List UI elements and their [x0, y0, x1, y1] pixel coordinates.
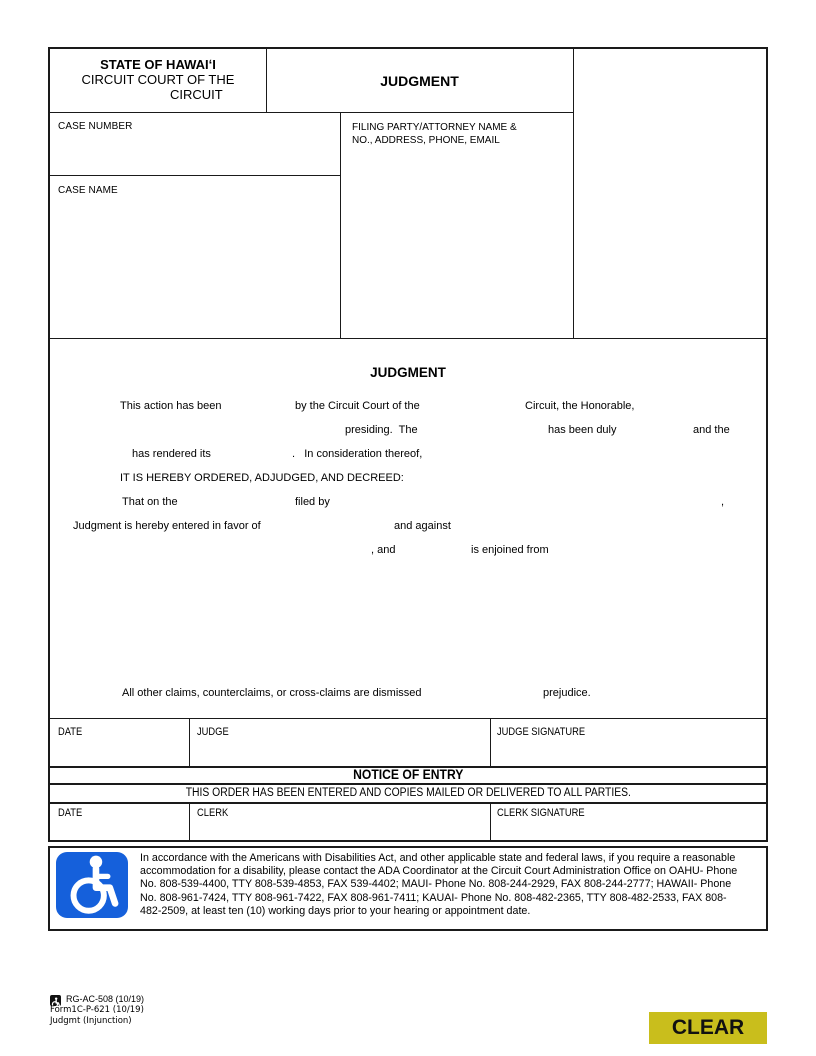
fill-in-blank[interactable]	[443, 687, 539, 701]
fill-in-blank[interactable]	[644, 400, 762, 414]
judgment-text: This action has been	[120, 400, 222, 412]
judgment-text: , and	[371, 544, 396, 556]
notice-of-entry-title: NOTICE OF ENTRY	[352, 767, 464, 782]
judgment-text-line	[50, 496, 766, 511]
divider	[50, 175, 340, 176]
court-header	[50, 57, 266, 102]
divider	[50, 112, 573, 113]
judgment-text-line	[50, 520, 766, 535]
judgment-text: ,	[721, 496, 725, 508]
judgment-text-line	[50, 472, 766, 487]
divider	[490, 718, 491, 767]
judge-signature-field[interactable]	[492, 740, 764, 765]
fill-in-blank[interactable]	[620, 424, 689, 438]
judgment-text: All other claims, counterclaims, or cross-claims are dismissed	[122, 687, 422, 699]
divider	[490, 804, 491, 840]
fill-in-blank[interactable]	[184, 496, 291, 510]
court-name-line: CIRCUIT COURT OF THE	[81, 72, 235, 87]
court-circuit-word: CIRCUIT	[170, 87, 223, 102]
judgment-text-line	[50, 448, 766, 463]
notice-of-entry-statement: THIS ORDER HAS BEEN ENTERED AND COPIES MAILED OR DELIVERED TO ALL PARTIES.	[185, 787, 631, 799]
judgment-text-line	[50, 424, 766, 439]
court-state-title: STATE OF HAWAIʻI	[100, 57, 216, 72]
judgment-text: . In consideration thereof,	[292, 448, 423, 460]
case-name-label: CASE NAME	[58, 185, 118, 196]
fill-in-blank[interactable]	[70, 544, 367, 558]
judge-signature-label: JUDGE SIGNATURE	[497, 726, 586, 738]
clerk-signature-label: CLERK SIGNATURE	[497, 807, 585, 819]
fill-in-blank[interactable]	[401, 544, 467, 558]
clear-button[interactable]: CLEAR	[649, 1012, 767, 1044]
divider	[50, 802, 766, 804]
fill-in-blank[interactable]	[455, 520, 760, 534]
judgment-text: is enjoined from	[471, 544, 549, 556]
case-name-field[interactable]	[52, 199, 338, 335]
divider	[573, 49, 574, 338]
footer-form-number: Form1C-P-621 (10/19)	[50, 1005, 144, 1015]
clerk-date-label: DATE	[58, 807, 83, 819]
form-table	[48, 47, 768, 842]
divider	[50, 338, 766, 339]
divider	[189, 718, 190, 767]
judgment-text: Judgment is hereby entered in favor of	[73, 520, 261, 532]
clerk-label: CLERK	[197, 807, 229, 819]
ada-notice-text: In accordance with the Americans with Disabilities Act, and other applicable state and federal laws, if you require a reasonable accommodation for a disability, please contact the ADA Coordinator at the Circuit Court Administration Office on OAHU- Phone No. 808-539-4400, TTY 808-539-4853, FAX 539-4402; MAUI- Phone No. 808-244-2929, FAX 808-244-2777; HAWAII- Phone No. 808-961-7424, TTY 808-961-7422, FAX 808-961-7411; KAUAI- Phone No. 808-482-2365, TTY 808-482-2533, FAX 808-482-2509, at least ten (10) working days prior to your hearing or appointment date.	[140, 852, 738, 917]
wheelchair-accessibility-icon	[56, 852, 128, 918]
judge-date-label: DATE	[58, 726, 83, 738]
fill-in-blank[interactable]	[70, 424, 341, 438]
fill-in-blank[interactable]	[269, 520, 390, 534]
filing-party-label: FILING PARTY/ATTORNEY NAME & NO., ADDRESS, PHONE, EMAIL	[352, 122, 517, 146]
clerk-signature-field[interactable]	[492, 821, 764, 839]
ada-notice-box	[48, 846, 768, 931]
form-title: JUDGMENT	[380, 73, 459, 89]
divider	[50, 718, 766, 719]
fill-in-blank[interactable]	[228, 400, 292, 414]
judgment-section-title: JUDGMENT	[370, 365, 446, 380]
judgment-text: That on the	[122, 496, 178, 508]
judgment-text: Circuit, the Honorable,	[525, 400, 635, 412]
footer-form-name: Judgmt (Injunction)	[50, 1016, 132, 1026]
judgment-text: has been duly	[548, 424, 617, 436]
judgment-text-line	[50, 400, 766, 415]
fill-in-blank[interactable]	[431, 400, 521, 414]
fill-in-blank-circuit[interactable]	[150, 91, 210, 105]
divider	[189, 804, 190, 840]
judgment-text-line	[50, 544, 766, 559]
divider	[340, 112, 341, 338]
footer-doc-number: RG-AC-508 (10/19)	[66, 994, 145, 1004]
judgment-text-line	[50, 687, 766, 702]
judgment-text: presiding. The	[345, 424, 418, 436]
court-stamp-box	[575, 51, 764, 336]
fill-in-blank[interactable]	[339, 496, 717, 510]
judgment-decree-text: IT IS HEREBY ORDERED, ADJUDGED, AND DECREED:	[120, 472, 404, 484]
judgment-text: has rendered its	[132, 448, 211, 460]
fill-in-blank-area[interactable]	[70, 564, 746, 679]
case-number-label: CASE NUMBER	[58, 121, 133, 132]
judgment-text: prejudice.	[543, 687, 591, 699]
fill-in-blank[interactable]	[216, 448, 288, 462]
clerk-name-field[interactable]	[191, 821, 488, 839]
judgment-text: and the	[693, 424, 730, 436]
judgment-text: filed by	[295, 496, 330, 508]
judge-label: JUDGE	[197, 726, 229, 738]
judge-date-field[interactable]	[52, 740, 187, 765]
filing-party-field[interactable]	[342, 149, 571, 335]
fill-in-blank[interactable]	[425, 424, 544, 438]
clerk-date-field[interactable]	[52, 821, 187, 839]
judgment-text: and against	[394, 520, 451, 532]
case-number-field[interactable]	[52, 135, 338, 173]
judgment-text: by the Circuit Court of the	[295, 400, 420, 412]
judge-name-field[interactable]	[191, 740, 488, 765]
fill-in-blank[interactable]	[555, 544, 762, 558]
